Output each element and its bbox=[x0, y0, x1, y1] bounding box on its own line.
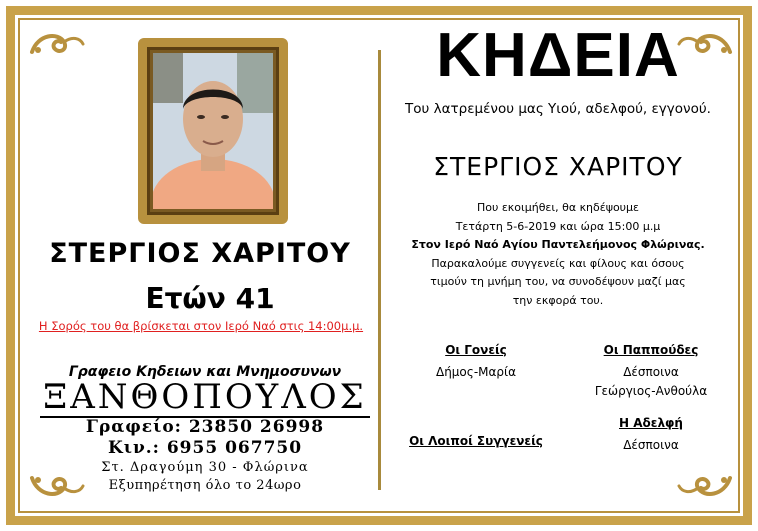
center-divider bbox=[378, 50, 381, 490]
announcement-line: τιμούν τη μνήμη του, να συνοδέψουν μαζί μας bbox=[430, 275, 686, 289]
funeral-heading: ΚΗΔΕΙΑ bbox=[436, 21, 680, 90]
parents-names: Δήμος-Μαρία bbox=[435, 365, 516, 379]
deceased-name-right: ΣΤΕΡΓΙΟΣ ΧΑΡΙΤΟΥ bbox=[433, 152, 683, 181]
relatives-block bbox=[386, 434, 566, 454]
announcement-line: Που εκοιμήθει, θα κηδέψουμε bbox=[476, 201, 639, 214]
portrait-photo bbox=[153, 53, 273, 209]
announcement-line: την εκφορά του. bbox=[512, 293, 604, 307]
parents-label: Οι Γονείς bbox=[445, 343, 507, 357]
announcement-line: Στον Ιερό Ναό Αγίου Παντελεήμονος Φλώρινας. bbox=[411, 238, 705, 252]
mobile-phone: Κιν.: 6955 067750 bbox=[107, 438, 303, 458]
sister-label: Η Αδελφή bbox=[619, 416, 683, 430]
deceased-name-left: ΣΤΕΡΓΙΟΣ ΧΑΡΙΤΟΥ bbox=[49, 238, 351, 269]
portrait-photo-frame bbox=[138, 38, 288, 224]
sister-name: Δέσποινα bbox=[623, 438, 679, 452]
office-address: Στ. Δραγούμη 30 - Φλώρινα bbox=[101, 460, 309, 475]
announcement-line: Παρακαλούμε συγγενείς και φίλους και όσους bbox=[431, 256, 685, 270]
grandparents-name-1: Δέσποινα bbox=[623, 365, 679, 379]
parents-block bbox=[386, 343, 566, 382]
service-hours: Εξυπηρέτηση όλο το 24ωρο bbox=[108, 478, 302, 493]
grandparents-block bbox=[561, 343, 741, 401]
casket-notice: Η Σορός του θα βρίσκεται στον Ιερό Ναό στις 14:00μ.μ. bbox=[38, 319, 364, 333]
grandparents-name-2: Γεώργιος-Ανθούλα bbox=[594, 384, 708, 398]
intro-text: Του λατρεμένου μας Υιού, αδελφού, εγγονού. bbox=[405, 101, 711, 117]
ornament-swirl-icon bbox=[676, 472, 734, 500]
relatives-label: Οι Λοιποί Συγγενείς bbox=[409, 434, 543, 448]
funeral-office-name: ΞΑΝΘΟΠΟΥΛΟΣ bbox=[40, 378, 370, 418]
announcement-body bbox=[390, 199, 726, 311]
office-phone: Γραφείο: 23850 26998 bbox=[85, 417, 325, 437]
sister-block bbox=[561, 416, 741, 455]
ornament-swirl-icon bbox=[28, 30, 86, 58]
funeral-office-heading: Γραφειο Κηδειων και Μνημοσυνων bbox=[68, 364, 342, 380]
announcement-line: Τετάρτη 5-6-2019 και ώρα 15:00 μ.μ bbox=[455, 219, 661, 233]
grandparents-label: Οι Παππούδες bbox=[603, 343, 699, 357]
age-text: Ετών 41 bbox=[145, 282, 275, 315]
